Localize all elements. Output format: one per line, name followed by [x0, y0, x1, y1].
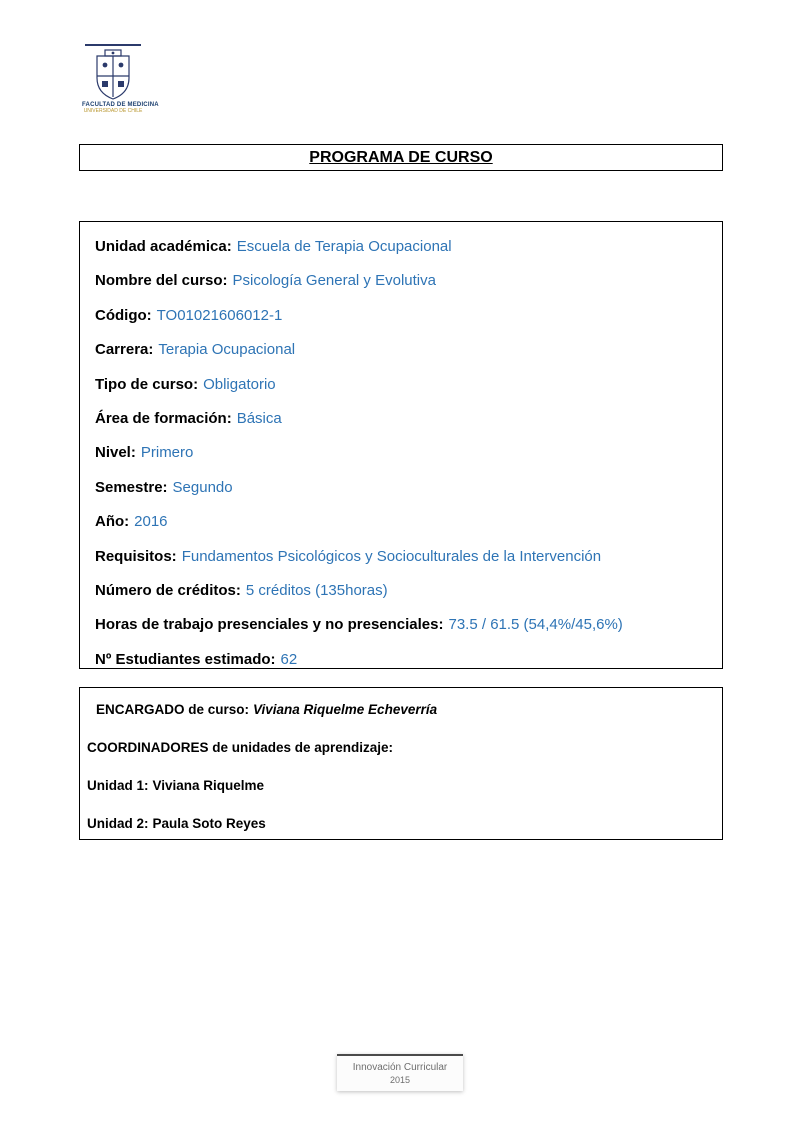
field-value: Segundo: [172, 478, 233, 496]
field-row-horas-de-trabajo: [95, 614, 712, 635]
field-row-codigo: [95, 305, 712, 326]
unit-1-label: Unidad 1:: [87, 778, 149, 793]
field-value: 73.5 / 61.5 (54,4%/45,6%): [448, 616, 623, 634]
facultad-medicina-logo: [82, 44, 159, 114]
encargado-label: ENCARGADO de curso:: [96, 702, 250, 717]
field-value: Obligatorio: [203, 375, 276, 393]
field-value: Terapia Ocupacional: [158, 341, 296, 359]
unit-2-label: Unidad 2:: [87, 816, 149, 831]
field-value: TO01021606012-1: [156, 306, 283, 324]
field-label: Código:: [95, 306, 152, 324]
field-row-semestre: [95, 477, 712, 498]
field-label: Nombre del curso:: [95, 272, 228, 290]
coordinators-heading: COORDINADORES de unidades de aprendizaje:: [87, 740, 394, 755]
field-row-tipo-de-curso: [95, 374, 712, 395]
field-row-unidad-academica: [95, 236, 712, 257]
field-label: Nivel:: [95, 444, 136, 462]
field-value: Primero: [140, 444, 194, 462]
field-label: Área de formación:: [95, 409, 232, 427]
unit-1-name: Viviana Riquelme: [152, 778, 265, 793]
logo-institution-text: FACULTAD DE MEDICINA: [82, 102, 159, 108]
field-value: Fundamentos Psicológicos y Socioculturales de la Intervención: [181, 547, 602, 565]
field-row-nombre-del-curso: [95, 270, 712, 291]
field-label: Horas de trabajo presenciales y no presenciales:: [95, 616, 444, 634]
logo-top-rule: [85, 44, 141, 46]
logo-university-text: UNIVERSIDAD DE CHILE: [83, 108, 143, 114]
field-label: Tipo de curso:: [95, 375, 199, 393]
field-value: 5 créditos (135horas): [245, 581, 388, 599]
field-label: Unidad académica:: [95, 238, 232, 255]
staff-box: [79, 687, 723, 840]
field-label: Semestre:: [95, 478, 168, 496]
page-title: PROGRAMA DE CURSO: [309, 149, 493, 166]
field-label: Requisitos:: [95, 547, 177, 565]
field-row-requisitos: [95, 546, 712, 567]
field-label: Año:: [95, 513, 130, 531]
footer-year: 2015: [389, 1075, 411, 1085]
field-label: Número de créditos:: [95, 581, 241, 599]
field-row-nivel: [95, 442, 712, 463]
field-row-ano: [95, 511, 712, 532]
field-label: Carrera:: [95, 341, 154, 359]
field-label: Nº Estudiantes estimado:: [95, 650, 276, 668]
crest-icon: [91, 49, 135, 101]
unit-1-row: [87, 777, 712, 795]
course-info-box: [79, 221, 723, 669]
field-value: Escuela de Terapia Ocupacional: [236, 238, 452, 255]
field-value: Básica: [236, 409, 282, 427]
unit-2-name: Paula Soto Reyes: [152, 816, 266, 831]
field-row-numero-de-creditos: [95, 580, 712, 601]
field-value: 2016: [134, 513, 168, 531]
field-row-carrera: [95, 339, 712, 360]
field-value: 62: [280, 650, 298, 668]
encargado-name: Viviana Riquelme Echeverría: [253, 702, 438, 717]
field-row-estudiantes-estimado: [95, 649, 712, 670]
encargado-row: [87, 701, 712, 719]
field-value: Psicología General y Evolutiva: [232, 272, 436, 290]
innovacion-curricular-stamp: [337, 1054, 463, 1091]
field-row-area-de-formacion: [95, 408, 712, 429]
footer-text: Innovación Curricular: [352, 1062, 448, 1073]
title-bar: [79, 144, 723, 171]
unit-2-row: [87, 815, 712, 833]
